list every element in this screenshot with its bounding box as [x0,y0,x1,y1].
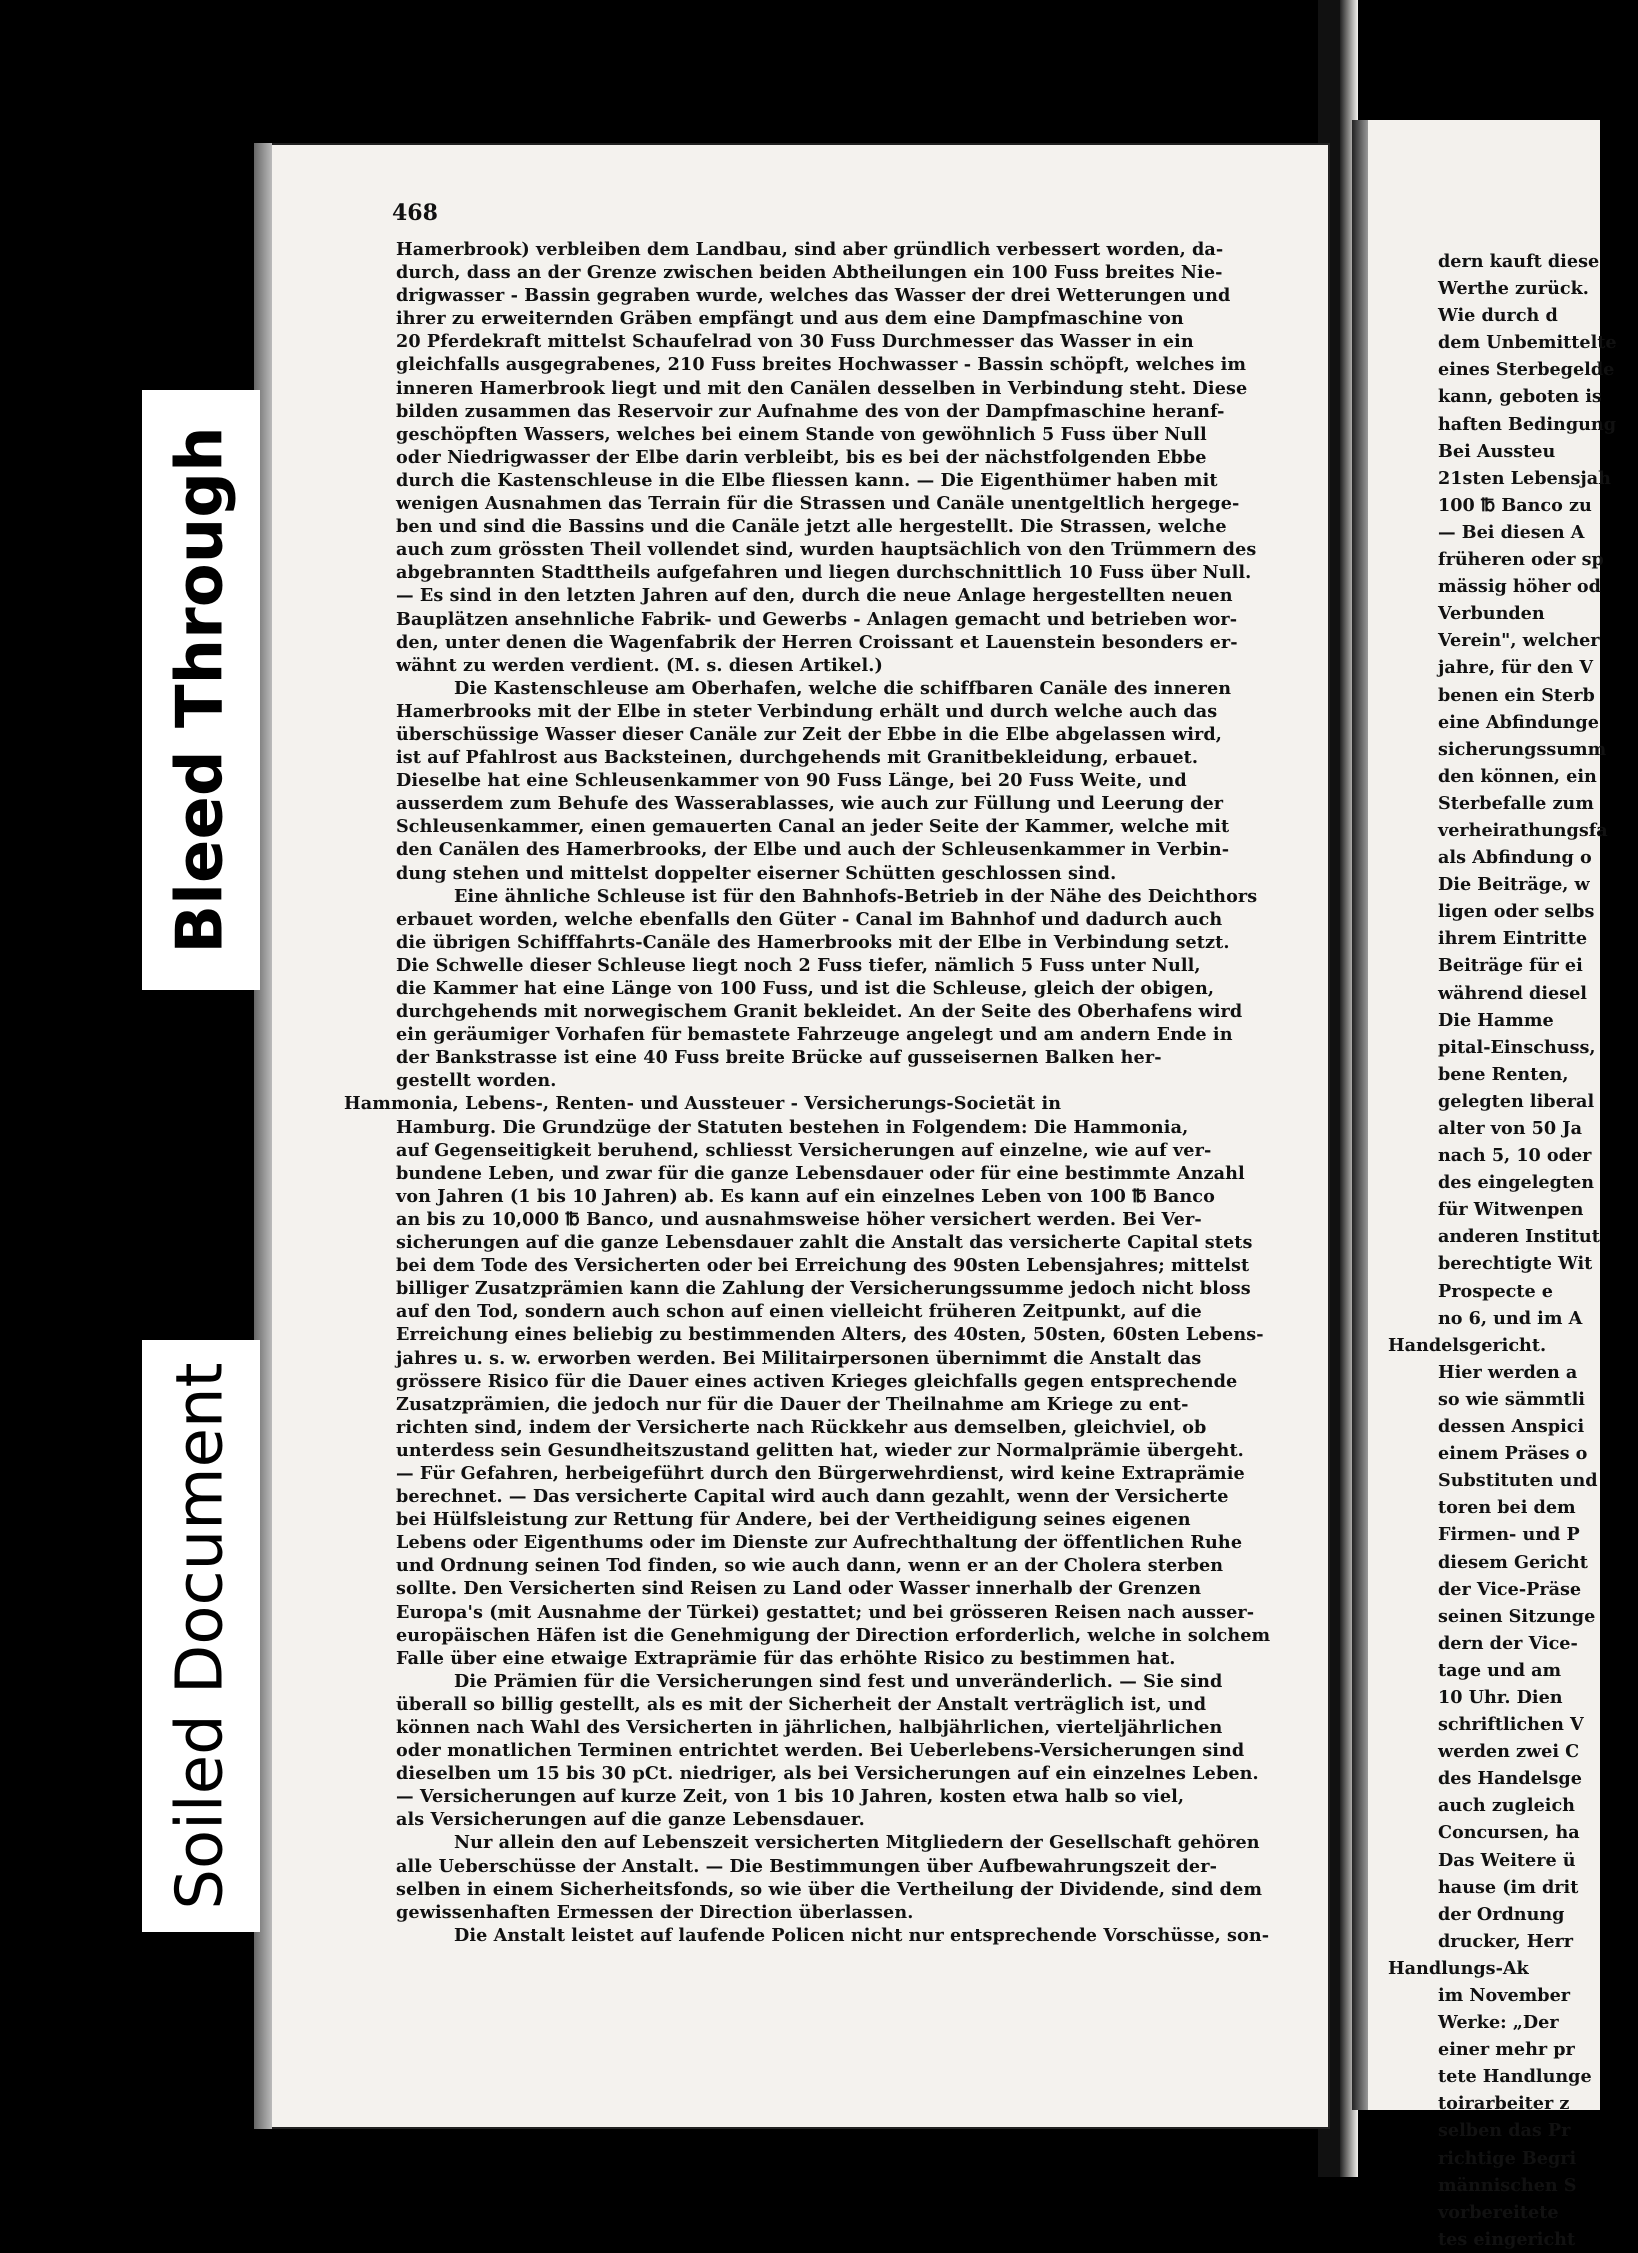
soiled-document-label-text: Soiled Document [164,1362,238,1910]
text-line: der Bankstrasse ist eine 40 Fuss breite Brücke auf gusseisernen Balken her- [396,1047,1162,1069]
text-line: — Es sind in den letzten Jahren auf den, durch die neue Anlage hergestellten neuen [396,585,1233,607]
text-line: Beiträge für ei [1438,955,1583,977]
text-line: bei dem Tode des Versicherten oder bei Erreichung des 90sten Lebensjahres; mittelst [396,1255,1250,1277]
text-line: schriftlichen V [1438,1714,1584,1736]
text-line: dessen Anspici [1438,1416,1585,1438]
text-line: bilden zusammen das Reservoir zur Aufnahme des von der Dampfmaschine heranf- [396,400,1225,422]
text-line: Falle über eine etwaige Extraprämie für das erhöhte Risico zu bestimmen hat. [396,1647,1176,1669]
text-line: haften Bedingung [1438,413,1617,435]
text-line: abgebrannten Stadttheils aufgefahren und liegen durchschnittlich 10 Fuss über Null. [396,562,1252,584]
text-line: als Abfindung o [1438,847,1592,869]
text-line: dern der Vice- [1438,1632,1578,1654]
text-line: Das Weitere ü [1438,1849,1576,1871]
text-line: bei Hülfsleistung zur Rettung für Andere, bei der Vertheidigung seines eigenen [396,1509,1191,1531]
text-line: Die Kastenschleuse am Oberhafen, welche die schiffbaren Canäle des inneren [454,677,1232,699]
text-line: des eingelegten [1438,1172,1594,1194]
text-line: richten sind, indem der Versicherte nach Rückkehr aus demselben, gleichviel, ob [396,1416,1207,1438]
text-line: wähnt zu werden verdient. (M. s. diesen Artikel.) [396,654,883,676]
text-line: des Handelsge [1438,1768,1582,1790]
text-line: und Ordnung seinen Tod finden, so wie auch dann, wenn er an der Cholera sterben [396,1555,1224,1577]
text-line: gestellt worden. [396,1070,557,1092]
text-line: Lebens oder Eigenthums oder im Dienste zur Aufrechthaltung der öffentlichen Ruhe [396,1532,1243,1554]
soiled-document-label [142,1340,260,1932]
text-line: seinen Sitzunge [1438,1605,1596,1627]
text-line: oder Niedrigwasser der Elbe darin verbleibt, bis es bei der nächstfolgenden Ebbe [396,446,1207,468]
text-line: mässig höher od [1438,576,1601,598]
text-line: überschüssige Wasser dieser Canäle zur Zeit der Ebbe in die Elbe abgelassen wird, [396,723,1222,745]
text-line: drigwasser - Bassin gegraben wurde, welches das Wasser der drei Wetterungen und [396,285,1231,307]
text-line: Dieselbe hat eine Schleusenkammer von 90 Fuss Länge, bei 20 Fuss Weite, und [396,770,1187,792]
text-line: Prospecte e [1438,1280,1553,1302]
text-line: Erreichung eines beliebig zu bestimmenden Alters, des 40sten, 50sten, 60sten Lebens- [396,1324,1264,1346]
text-line: Schleusenkammer, einen gemauerten Canal an jeder Seite der Kammer, welche mit [396,816,1230,838]
text-line: eine Abfindunge [1438,711,1599,733]
text-line: jahre, für den V [1438,657,1594,679]
text-line: geschöpften Wassers, welches bei einem Stande von gewöhnlich 5 Fuss über Null [396,423,1207,445]
text-line: Bei Aussteu [1438,440,1556,462]
text-line: durchgehends mit norwegischem Granit bekleidet. An der Seite des Oberhafens wird [396,1001,1243,1023]
text-line: gelegten liberal [1438,1090,1595,1112]
text-line: Eine ähnliche Schleuse ist für den Bahnhofs-Betrieb in der Nähe des Deichthors [454,885,1258,907]
text-line: — Versicherungen auf kurze Zeit, von 1 bis 10 Jahren, kosten etwa halb so viel, [396,1786,1185,1808]
text-line: Hamerbrooks mit der Elbe in steter Verbindung erhält und durch welche auch das [396,700,1218,722]
text-line: Hammonia, Lebens-, Renten- und Aussteuer - Versicherungs-Societät in [344,1093,1062,1115]
text-line: durch, dass an der Grenze zwischen beiden Abtheilungen ein 100 Fuss breites Nie- [396,262,1223,284]
text-line: vorbereitete [1438,2201,1559,2223]
text-line: diesem Gericht [1438,1551,1588,1573]
text-line: bene Renten, [1438,1063,1569,1085]
text-line: toren bei dem [1438,1497,1576,1519]
text-line: wenigen Ausnahmen das Terrain für die Strassen und Canäle unentgeltlich hergege- [396,493,1240,515]
text-line: auf Gegenseitigkeit beruhend, schliesst Versicherungen auf einzelne, wie auf ver- [396,1139,1212,1161]
text-line: gleichfalls ausgegrabenes, 210 Fuss breites Hochwasser - Bassin schöpft, welches im [396,354,1247,376]
text-line: an bis zu 10,000 ℔ Banco, und ausnahmsweise höher versichert werden. Bei Ver- [396,1208,1202,1230]
text-line: — Für Gefahren, herbeigeführt durch den Bürgerwehrdienst, wird keine Extraprämie [396,1462,1245,1484]
text-line: sicherungen auf die ganze Lebensdauer zahlt die Anstalt das versicherte Capital stets [396,1232,1253,1254]
text-line: Die Hamme [1438,1009,1554,1031]
text-line: früheren oder sp [1438,549,1604,571]
text-line: einem Präses o [1438,1443,1588,1465]
text-line: ihrem Eintritte [1438,928,1588,950]
text-line: während diesel [1438,982,1587,1004]
text-line: europäischen Häfen ist die Genehmigung der Direction erforderlich, welche in solchem [396,1624,1271,1646]
text-line: überall so billig gestellt, als es mit der Sicherheit der Anstalt verträglich ist, und [396,1693,1207,1715]
text-line: Substituten und [1438,1470,1598,1492]
facing-page-edge [1352,120,1368,2110]
text-line: erbauet worden, welche ebenfalls den Güter - Canal im Bahnhof und dadurch auch [396,908,1223,930]
text-line: Werthe zurück. [1438,278,1589,300]
text-line: sicherungssumm [1438,738,1607,760]
text-line: Bauplätzen ansehnliche Fabrik- und Gewerbs - Anlagen gemacht und betrieben wor- [396,608,1238,630]
text-line: ausserdem zum Behufe des Wasserablasses, wie auch zur Füllung und Leerung der [396,793,1224,815]
text-line: kann, geboten is [1438,386,1602,408]
bleed-through-label [142,390,260,990]
text-line: gewissenhaften Ermessen der Direction überlassen. [396,1901,914,1923]
text-line: 21sten Lebensjah [1438,467,1611,489]
text-line: Die Anstalt leistet auf laufende Policen nicht nur entsprechende Vorschüsse, son- [454,1924,1270,1946]
text-line: den Canälen des Hamerbrooks, der Elbe und auch der Schleusenkammer in Verbin- [396,839,1230,861]
text-line: ligen oder selbs [1438,901,1595,923]
text-line: Verbunden [1438,603,1545,625]
text-line: Hier werden a [1438,1361,1578,1383]
text-line: selben das Pr [1438,2120,1571,2142]
text-line: auf den Tod, sondern auch schon auf einen vielleicht früheren Zeitpunkt, auf die [396,1301,1202,1323]
text-line: ben und sind die Bassins und die Canäle jetzt alle hergestellt. Die Strassen, welche [396,516,1227,538]
text-line: durch die Kastenschleuse in die Elbe fliessen kann. — Die Eigenthümer haben mit [396,469,1218,491]
text-line: Die Beiträge, w [1438,874,1590,896]
text-line: die übrigen Schifffahrts-Canäle des Hamerbrooks mit der Elbe in Verbindung setzt. [396,931,1230,953]
text-line: dem Unbemittelte [1438,332,1617,354]
text-line: richtige Begri [1438,2147,1577,2169]
text-line: auch zugleich [1438,1795,1575,1817]
text-line: anderen Institut [1438,1226,1600,1248]
text-line: 20 Pferdekraft mittelst Schaufelrad von 30 Fuss Durchmesser das Wasser in ein [396,331,1194,353]
text-line: Firmen- und P [1438,1524,1580,1546]
text-line: der Vice-Präse [1438,1578,1582,1600]
text-line: auch zum grössten Theil vollendet sind, wurden hauptsächlich von den Trümmern des [396,539,1257,561]
text-line: inneren Hamerbrook liegt und mit den Canälen desselben in Verbindung steht. Diese [396,377,1248,399]
text-line: eines Sterbegelde [1438,359,1615,381]
text-line: alter von 50 Ja [1438,1118,1583,1139]
text-line: als Versicherungen auf die ganze Lebensdauer. [396,1809,865,1831]
bleed-through-label-text: Bleed Through [164,426,238,954]
text-line: Hamburg. Die Grundzüge der Statuten bestehen in Folgendem: Die Hammonia, [396,1116,1189,1138]
facing-page-text [1388,248,1638,2253]
text-line: die Kammer hat eine Länge von 100 Fuss, und ist die Schleuse, gleich der obigen, [396,978,1215,999]
text-line: dieselben um 15 bis 30 pCt. niedriger, als bei Versicherungen auf ein einzelnes Leben. [396,1763,1259,1785]
text-line: von Jahren (1 bis 10 Jahren) ab. Es kann auf ein einzelnes Leben von 100 ℔ Banco [396,1185,1215,1207]
text-line: alle Ueberschüsse der Anstalt. — Die Bestimmungen über Aufbewahrungszeit der- [396,1855,1217,1877]
text-line: einer mehr pr [1438,2039,1575,2061]
text-line: für Witwenpen [1438,1199,1584,1221]
text-line: den können, ein [1438,765,1597,787]
text-line: berechnet. — Das versicherte Capital wird auch dann gezahlt, wenn der Versicherte [396,1486,1229,1508]
text-line: tete Handlunge [1438,2066,1592,2088]
text-line: dern kauft diese [1438,251,1600,272]
text-line: pital-Einschuss, [1438,1036,1596,1058]
text-line: oder monatlichen Terminen entrichtet werden. Bei Ueberlebens-Versicherungen sind [396,1740,1245,1762]
text-line: Zusatzprämien, die jedoch nur für die Dauer der Theilnahme am Kriege zu ent- [396,1393,1189,1415]
text-line: Werke: „Der [1438,2012,1559,2034]
text-line: tage und am [1438,1659,1562,1681]
text-line: hause (im drit [1438,1876,1579,1898]
text-line: den, unter denen die Wagenfabrik der Herren Croissant et Lauenstein besonders er- [396,631,1238,653]
text-line: Nur allein den auf Lebenszeit versicherten Mitgliedern der Gesellschaft gehören [454,1832,1260,1854]
text-line: selben in einem Sicherheitsfonds, so wie über die Vertheilung der Dividende, sind dem [396,1878,1263,1900]
text-line: Europa's (mit Ausnahme der Türkei) gestattet; und bei grösseren Reisen nach ausser- [396,1601,1255,1623]
text-line: Die Schwelle dieser Schleuse liegt noch 2 Fuss tiefer, nämlich 5 Fuss unter Null, [396,954,1201,976]
page-body-text [344,238,1304,1947]
text-line: bundene Leben, und zwar für die ganze Lebensdauer oder für eine bestimmte Anzahl [396,1162,1245,1184]
text-line: Verein", welcher [1438,630,1600,652]
text-line: tes eingericht [1438,2228,1576,2250]
text-line: ein geräumiger Vorhafen für bemastete Fahrzeuge angelegt und am andern Ende in [396,1024,1233,1046]
text-line: nach 5, 10 oder [1438,1145,1592,1167]
text-line: Concursen, ha [1438,1822,1580,1844]
text-line: Sterbefalle zum [1438,792,1594,814]
facing-page [1352,120,1617,2250]
text-line: 10 Uhr. Dien [1438,1686,1563,1708]
text-line: der Ordnung [1438,1903,1565,1925]
text-line: sollte. Den Versicherten sind Reisen zu Land oder Wasser innerhalb der Grenzen [396,1578,1202,1600]
text-line: verheirathungsfa [1438,819,1608,841]
text-line: jahres u. s. w. erworben werden. Bei Militairpersonen übernimmt die Anstalt das [396,1347,1202,1369]
text-line: Handlungs-Ak [1388,1957,1529,1979]
text-line: Hamerbrook) verbleiben dem Landbau, sind aber gründlich verbessert worden, da- [396,239,1224,260]
text-line: billiger Zusatzprämien kann die Zahlung der Versicherungssumme jedoch nicht bloss [396,1278,1251,1300]
text-line: Handelsgericht. [1388,1334,1547,1356]
text-line: no 6, und im A [1438,1307,1583,1329]
text-line: werden zwei C [1438,1741,1580,1763]
text-line: — Bei diesen A [1438,521,1585,543]
text-line: drucker, Herr [1438,1930,1574,1952]
text-line: ist auf Pfahlrost aus Backsteinen, durchgehends mit Granitbekleidung, erbauet. [396,747,1199,769]
text-line: grössere Risico für die Dauer eines activen Krieges gleichfalls gegen entsprechende [396,1370,1238,1392]
text-line: Die Prämien für die Versicherungen sind fest und unveränderlich. — Sie sind [454,1670,1223,1692]
text-line: so wie sämmtli [1438,1388,1585,1410]
text-line: benen ein Sterb [1438,684,1595,706]
text-line: können nach Wahl des Versicherten in jährlichen, halbjährlichen, vierteljährlichen [396,1717,1223,1738]
text-line: 100 ℔ Banco zu [1438,494,1592,516]
text-line: unterdess sein Gesundheitszustand gelitten hat, wieder zur Normalprämie übergeht. [396,1439,1244,1461]
text-line: ihrer zu erweiternden Gräben empfängt und aus dem eine Dampfmaschine von [396,308,1184,330]
text-line: toirarbeiter z [1438,2093,1570,2115]
text-line: Wie durch d [1438,305,1558,327]
text-line: im November [1438,1985,1571,2006]
text-line: männischen S [1438,2174,1577,2196]
text-line: dung stehen und mittelst doppelter eiserner Schütten geschlossen sind. [396,862,1117,884]
page-number: 468 [392,200,438,226]
text-line: berechtigte Wit [1438,1253,1593,1275]
